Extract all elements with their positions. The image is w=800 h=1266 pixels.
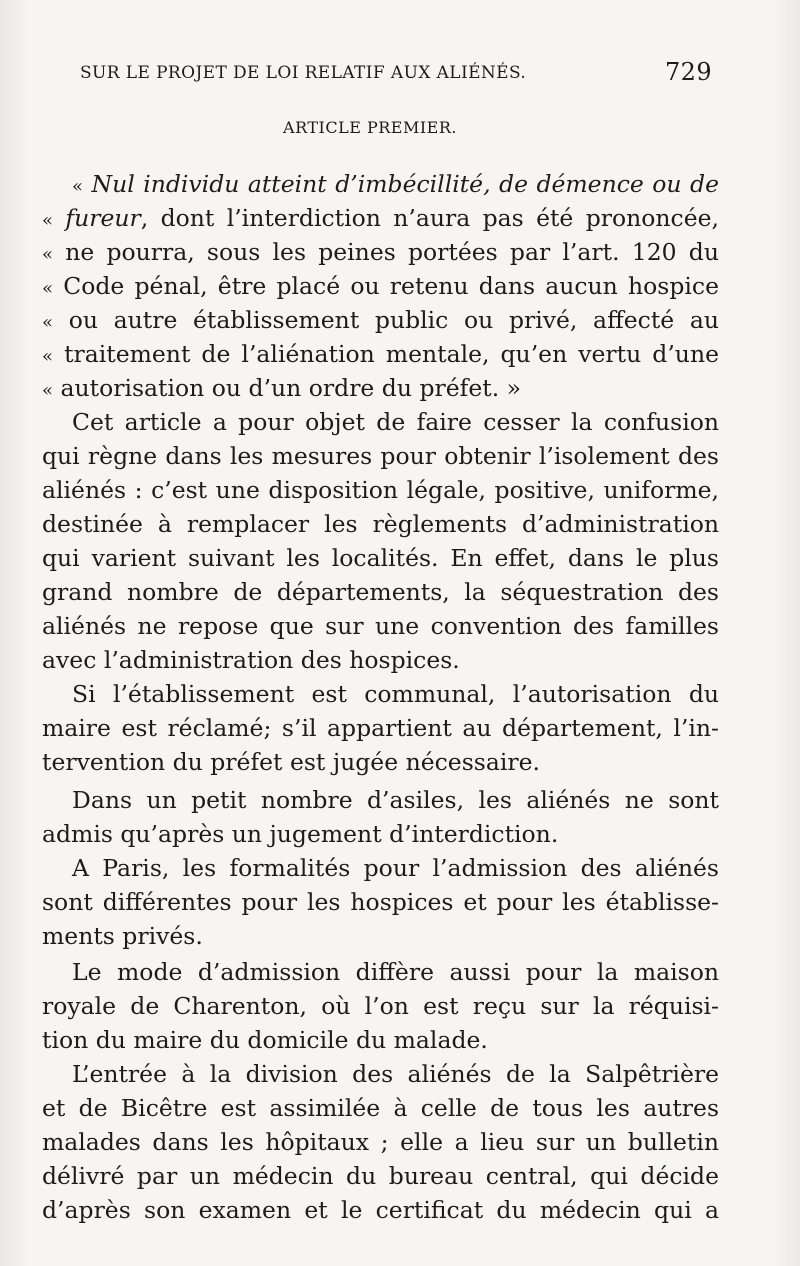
quote-line: « autorisation ou d’un ordre du préfet. » [42,374,522,402]
text-line: maire est réclamé; s’il appartient au département, l’in- [42,714,719,742]
text-line: tion du maire du domicile du malade. [42,1026,488,1054]
text-line: Cet article a pour objet de faire cesser la confusion [72,408,719,436]
text-line: grand nombre de départements, la séquestration des [42,578,719,606]
text-line: aliénés : c’est une disposition légale, positive, uniforme, [42,476,719,504]
text-line: qui règne dans les mesures pour obtenir l’isolement des [42,442,719,470]
quote-line: « ou autre établissement public ou privé, affecté au [42,306,719,334]
running-title: SUR LE PROJET DE LOI RELATIF AUX ALIÉNÉS. [80,63,527,83]
text-line: destinée à remplacer les règlements d’administration [42,510,719,538]
text-line: ments privés. [42,922,203,950]
text-line: admis qu’après un jugement d’interdiction. [42,820,559,848]
text-line: avec l’administration des hospices. [42,646,460,674]
text-line: sont différentes pour les hospices et pour les établisse- [42,888,719,916]
quote-line: « traitement de l’aliénation mentale, qu’en vertu d’une [42,340,719,368]
text-line: Si l’établissement est communal, l’autorisation du [72,680,719,708]
text-line: royale de Charenton, où l’on est reçu sur la réquisi- [42,992,719,1020]
text-line: aliénés ne repose que sur une convention des familles [42,612,719,640]
page-number: 729 [664,58,712,86]
text-line: et de Bicêtre est assimilée à celle de tous les autres [42,1094,719,1122]
text-line: L’entrée à la division des aliénés de la Salpêtrière [72,1060,719,1088]
text-line: Dans un petit nombre d’asiles, les aliénés ne sont [72,786,719,814]
quote-line: « fureur, dont l’interdiction n’aura pas été prononcée, [42,204,719,232]
text-line: d’après son examen et le certificat du médecin qui a [42,1196,719,1224]
text-line: qui varient suivant les localités. En effet, dans le plus [42,544,719,572]
quote-line: « ne pourra, sous les peines portées par l’art. 120 du [42,238,719,266]
text-line: malades dans les hôpitaux ; elle a lieu sur un bulletin [42,1128,719,1156]
text-line: A Paris, les formalités pour l’admission des aliénés [72,854,719,882]
text-line: tervention du préfet est jugée nécessaire. [42,748,540,776]
text-line: Le mode d’admission diffère aussi pour la maison [72,958,719,986]
section-heading: ARTICLE PREMIER. [283,118,457,137]
quote-line: « Code pénal, être placé ou retenu dans aucun hospice [42,272,719,300]
running-head [80,58,712,88]
text-line: délivré par un médecin du bureau central, qui décide [42,1162,719,1190]
quote-line: « Nul individu atteint d’imbécillité, de démence ou de [72,170,719,198]
